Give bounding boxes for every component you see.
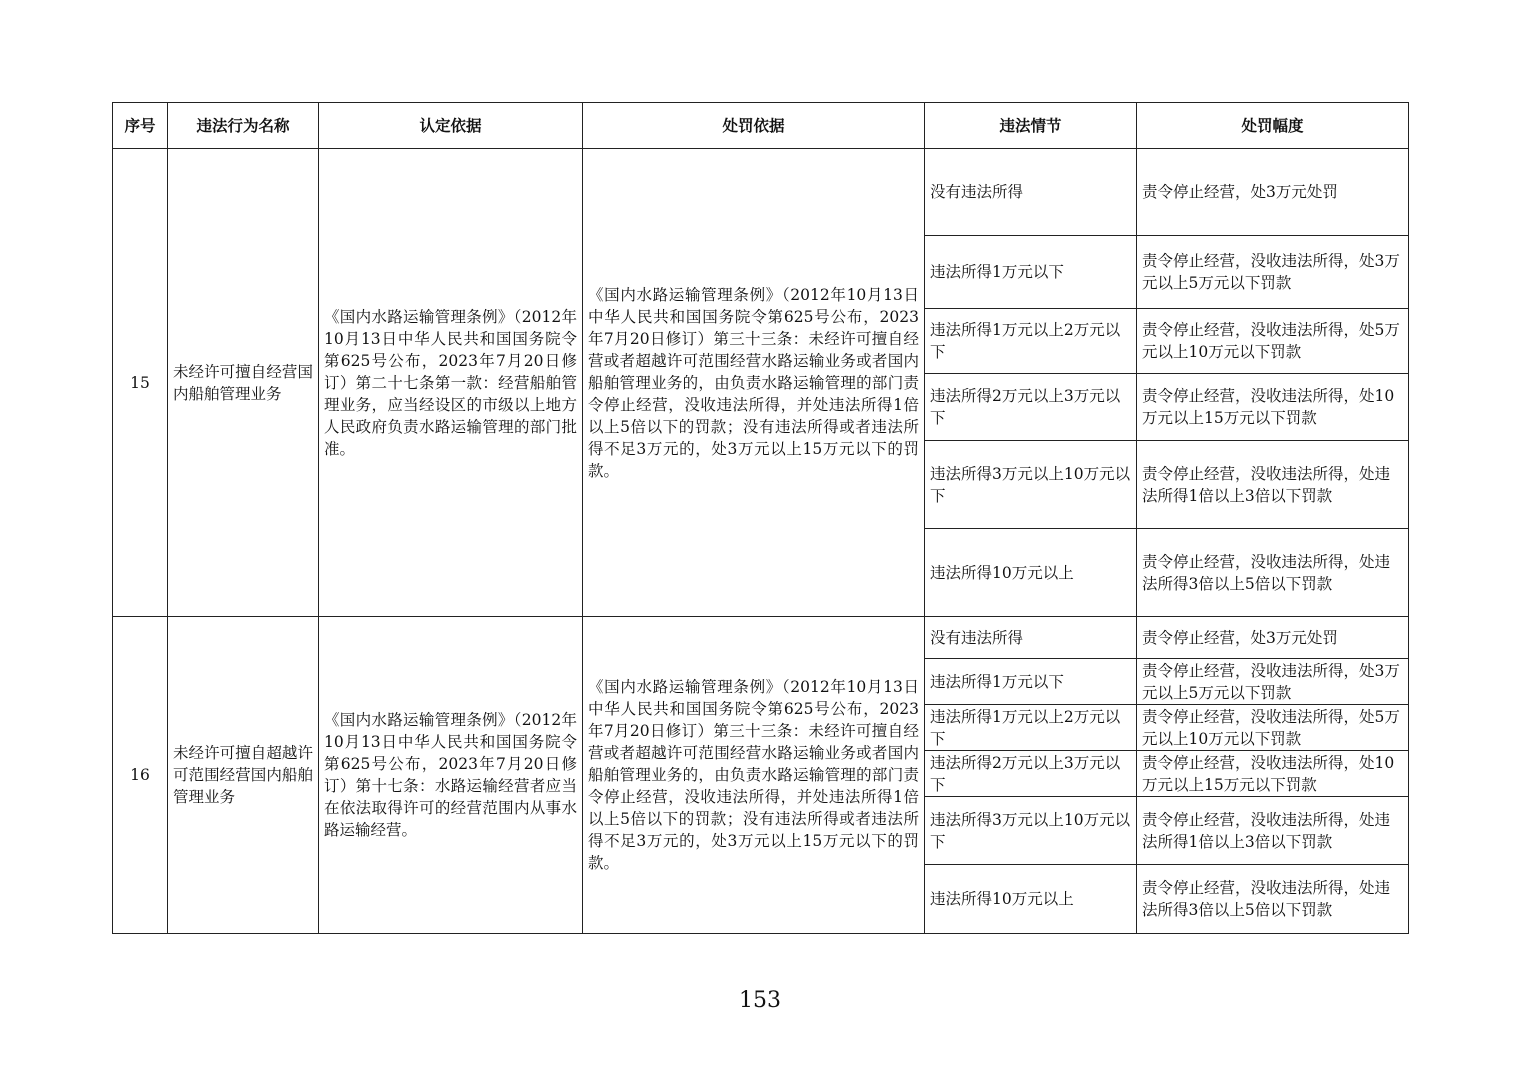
penalty-table — [112, 102, 1409, 934]
header-violation-name: 违法行为名称 — [168, 103, 319, 149]
penalty-range-cell: 责令停止经营，处3万元处罚 — [1137, 149, 1409, 236]
circumstance-cell: 违法所得3万元以上10万元以下 — [925, 797, 1137, 865]
circumstance-cell: 没有违法所得 — [925, 149, 1137, 236]
circumstance-cell: 违法所得1万元以下 — [925, 659, 1137, 705]
circumstance-cell: 违法所得1万元以上2万元以下 — [925, 309, 1137, 374]
header-seq: 序号 — [113, 103, 168, 149]
penalty-basis: 《国内水路运输管理条例》（2012年10月13日中华人民共和国国务院令第625号公布，2023年7月20日修订）第三十三条：未经许可擅自经营或者超越许可范围经营水路运输业务或者国内船舶管理业务的，由负责水路运输管理的部门责令停止经营，没收违法所得，并处违法所得1倍以上5倍以下的罚款；没有违法所得或者违法所得不足3万元的，处3万元以上15万元以下的罚款。 — [583, 617, 925, 934]
penalty-range-cell: 责令停止经营，没收违法所得，处违法所得1倍以上3倍以下罚款 — [1137, 797, 1409, 865]
row-id: 15 — [113, 149, 168, 617]
penalty-basis: 《国内水路运输管理条例》（2012年10月13日中华人民共和国国务院令第625号公布，2023年7月20日修订）第三十三条：未经许可擅自经营或者超越许可范围经营水路运输业务或者国内船舶管理业务的，由负责水路运输管理的部门责令停止经营，没收违法所得，并处违法所得1倍以上5倍以下的罚款；没有违法所得或者违法所得不足3万元的，处3万元以上15万元以下的罚款。 — [583, 149, 925, 617]
table-row — [113, 149, 1409, 236]
determination-basis: 《国内水路运输管理条例》（2012年10月13日中华人民共和国国务院令第625号公布，2023年7月20日修订）第十七条：水路运输经营者应当在依法取得许可的经营范围内从事水路运输经营。 — [319, 617, 583, 934]
header-row — [113, 103, 1409, 149]
penalty-range-cell: 责令停止经营，处3万元处罚 — [1137, 617, 1409, 659]
penalty-range-cell: 责令停止经营，没收违法所得，处违法所得1倍以上3倍以下罚款 — [1137, 441, 1409, 529]
determination-basis: 《国内水路运输管理条例》（2012年10月13日中华人民共和国国务院令第625号公布，2023年7月20日修订）第二十七条第一款：经营船舶管理业务，应当经设区的市级以上地方人民政府负责水路运输管理的部门批准。 — [319, 149, 583, 617]
circumstance-cell: 违法所得10万元以上 — [925, 529, 1137, 617]
circumstance-cell: 违法所得1万元以上2万元以下 — [925, 705, 1137, 751]
header-determination-basis: 认定依据 — [319, 103, 583, 149]
penalty-range-cell: 责令停止经营，没收违法所得，处3万元以上5万元以下罚款 — [1137, 659, 1409, 705]
violation-name: 未经许可擅自经营国内船舶管理业务 — [168, 149, 319, 617]
circumstance-cell: 违法所得2万元以上3万元以下 — [925, 751, 1137, 797]
circumstance-cell: 违法所得10万元以上 — [925, 865, 1137, 934]
penalty-range-cell: 责令停止经营，没收违法所得，处违法所得3倍以上5倍以下罚款 — [1137, 529, 1409, 617]
penalty-range-cell: 责令停止经营，没收违法所得，处10万元以上15万元以下罚款 — [1137, 374, 1409, 441]
header-penalty-basis: 处罚依据 — [583, 103, 925, 149]
row-id: 16 — [113, 617, 168, 934]
penalty-range-cell: 责令停止经营，没收违法所得，处3万元以上5万元以下罚款 — [1137, 236, 1409, 309]
circumstance-cell: 没有违法所得 — [925, 617, 1137, 659]
penalty-range-cell: 责令停止经营，没收违法所得，处5万元以上10万元以下罚款 — [1137, 309, 1409, 374]
penalty-range-cell: 责令停止经营，没收违法所得，处5万元以上10万元以下罚款 — [1137, 705, 1409, 751]
page-number: 153 — [739, 988, 781, 1013]
header-circumstance: 违法情节 — [925, 103, 1137, 149]
table-row — [113, 617, 1409, 659]
circumstance-cell: 违法所得1万元以下 — [925, 236, 1137, 309]
circumstance-cell: 违法所得3万元以上10万元以下 — [925, 441, 1137, 529]
penalty-range-cell: 责令停止经营，没收违法所得，处10万元以上15万元以下罚款 — [1137, 751, 1409, 797]
violation-name: 未经许可擅自超越许可范围经营国内船舶管理业务 — [168, 617, 319, 934]
circumstance-cell: 违法所得2万元以上3万元以下 — [925, 374, 1137, 441]
header-penalty-range: 处罚幅度 — [1137, 103, 1409, 149]
penalty-range-cell: 责令停止经营，没收违法所得，处违法所得3倍以上5倍以下罚款 — [1137, 865, 1409, 934]
